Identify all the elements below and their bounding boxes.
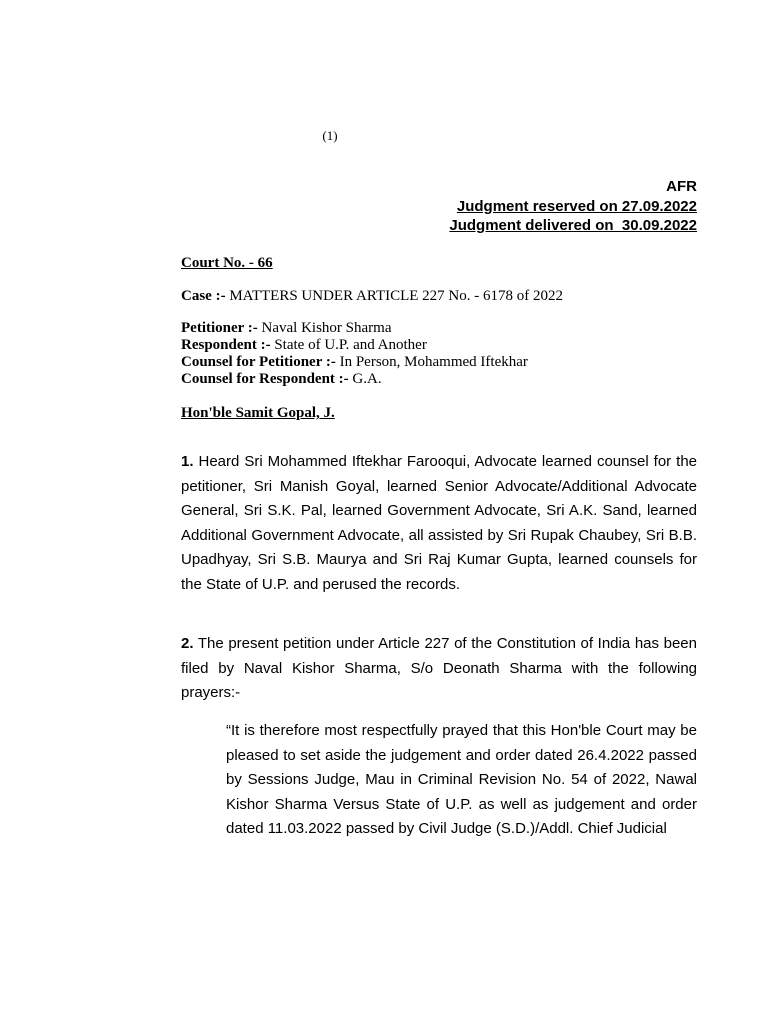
paragraph-text: The present petition under Article 227 of the Constitution of India has been filed by Naval Kishor Sharma, S/o Deonath Sharma with the following prayers:- <box>181 635 697 702</box>
respondent-line <box>181 337 528 354</box>
counsel-respondent-line <box>181 371 528 388</box>
respondent-value: State of U.P. and Another <box>270 337 427 353</box>
parties-block <box>181 320 528 388</box>
judge-name: Hon'ble Samit Gopal, J. <box>181 405 335 421</box>
court-number: Court No. - 66 <box>181 255 273 271</box>
paragraph-number: 1. <box>181 453 194 470</box>
judgment-delivered-date: Judgment delivered on 30.09.2022 <box>449 217 697 234</box>
paragraph-number: 2. <box>181 635 194 652</box>
judgment-reserved-date: Judgment reserved on 27.09.2022 <box>456 197 697 215</box>
counsel-petitioner-value: In Person, Mohammed Iftekhar <box>335 354 528 370</box>
case-line <box>181 288 563 305</box>
page-number: (1) <box>322 128 338 143</box>
case-label: Case :- <box>181 288 226 304</box>
petitioner-line <box>181 320 528 337</box>
paragraph-1 <box>181 450 697 598</box>
afr-label: AFR <box>666 178 697 195</box>
counsel-respondent-label: Counsel for Respondent :- <box>181 371 349 387</box>
petitioner-value: Naval Kishor Sharma <box>257 320 392 336</box>
prayer-quote: “It is therefore most respectfully prayed that this Hon'ble Court may be pleased to set aside the judgement and order dated 26.4.2022 passed by Sessions Judge, Mau in Criminal Revision No. 54 of 2022, Nawal Kishor Sharma Versus State of U.P. as well as judgement and order dated 11.03.2022 passed by Civil Judge (S.D.)/Addl. Chief Judicial <box>226 722 697 838</box>
counsel-respondent-value: G.A. <box>348 371 382 387</box>
counsel-petitioner-line <box>181 354 528 371</box>
case-value: MATTERS UNDER ARTICLE 227 No. - 6178 of 2022 <box>225 288 564 304</box>
petitioner-label: Petitioner :- <box>181 320 258 336</box>
counsel-petitioner-label: Counsel for Petitioner :- <box>181 354 336 370</box>
judgment-header <box>449 177 697 236</box>
paragraph-2 <box>181 632 697 706</box>
respondent-label: Respondent :- <box>181 337 271 353</box>
paragraph-text: Heard Sri Mohammed Iftekhar Farooqui, Advocate learned counsel for the petitioner, Sri Manish Goyal, learned Senior Advocate/Additional Advocate General, Sri S.K. Pal, learned Government Advocate, Sri A.K. Sand, learned Additional Government Advocate, all assisted by Sri Rupak Chaubey, Sri B.B. Upadhyay, Sri S.B. Maurya and Sri Raj Kumar Gupta, learned counsels for the State of U.P. and perused the records. <box>181 453 697 593</box>
